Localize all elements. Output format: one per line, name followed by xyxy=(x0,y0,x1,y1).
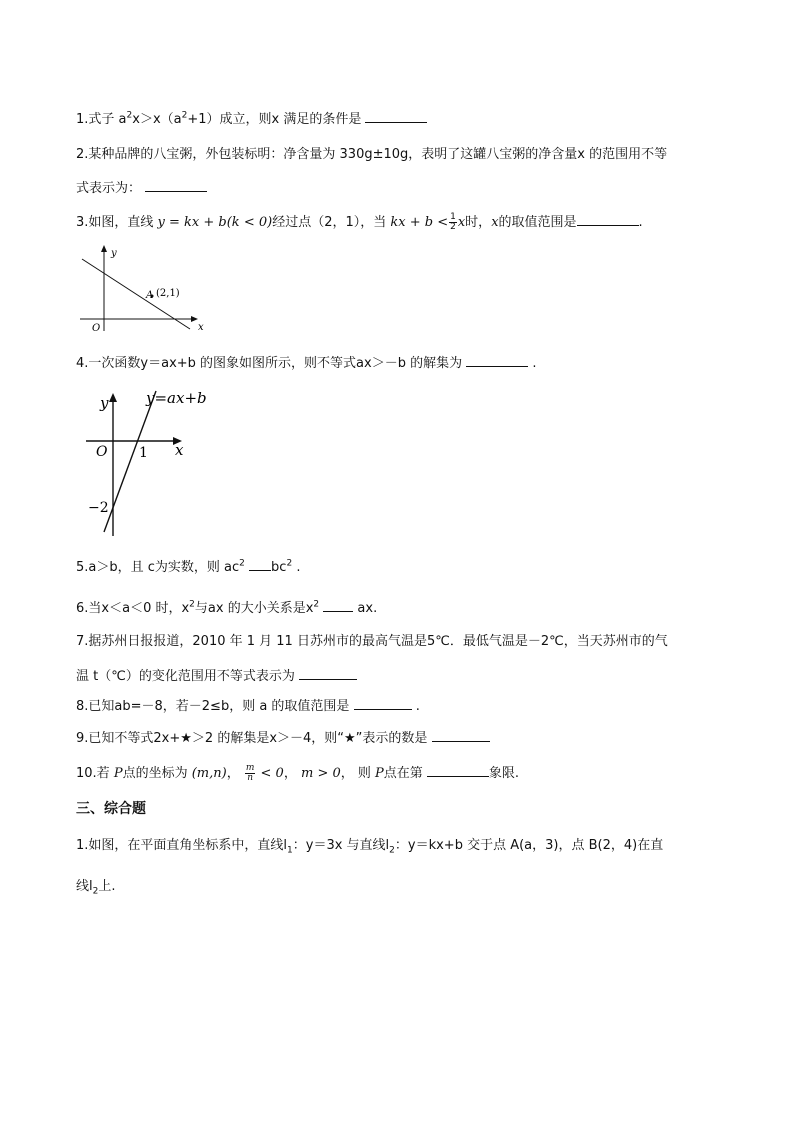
y-axis-arrow xyxy=(109,393,117,402)
figure-2-line-graph xyxy=(86,388,216,538)
q10-inequality-1: < 0 xyxy=(260,766,284,781)
y-intercept-label: −2 xyxy=(88,500,109,516)
equation-label: y=ax+b xyxy=(146,389,207,407)
point-a-label: A xyxy=(146,290,154,301)
question-10 xyxy=(76,762,519,784)
function-line xyxy=(104,391,156,532)
q4-period: . xyxy=(532,356,537,371)
question-2-line-2 xyxy=(76,177,207,199)
answer-blank[interactable] xyxy=(466,352,528,367)
fraction-numerator: m xyxy=(245,763,255,773)
fraction-numerator: 1 xyxy=(450,212,456,222)
x-axis-label: x xyxy=(175,441,184,459)
q1-superscript: 2 xyxy=(181,110,188,121)
answer-blank[interactable] xyxy=(323,597,353,612)
q10-point-p: P xyxy=(375,766,384,781)
question-5 xyxy=(76,556,300,578)
comprehensive-question-1-line-1 xyxy=(76,836,663,856)
c1-text-b: ：y＝3x 与直线l xyxy=(292,838,390,853)
q6-text-c: ax. xyxy=(357,601,378,616)
q4-text: 4.一次函数y＝ax+b 的图象如图所示，则不等式ax＞－b 的解集为 xyxy=(76,356,463,371)
answer-blank[interactable] xyxy=(145,177,207,192)
answer-blank[interactable] xyxy=(577,211,639,226)
q10-text-e: 象限. xyxy=(488,766,520,781)
q3-variable: x xyxy=(491,215,499,230)
figure-1-line-graph xyxy=(76,243,206,333)
q8-text: 8.已知ab=－8，若－2≤b，则 a 的取值范围是 xyxy=(76,699,350,714)
fraction-denominator: 2 xyxy=(450,222,456,232)
answer-blank[interactable] xyxy=(249,556,271,571)
question-9 xyxy=(76,727,490,749)
q3-period: . xyxy=(638,215,643,230)
question-8 xyxy=(76,695,420,717)
answer-blank[interactable] xyxy=(432,727,490,742)
question-7-line-2 xyxy=(76,665,357,687)
q5-superscript: 2 xyxy=(239,558,245,569)
q3-fraction xyxy=(449,213,457,232)
q5-superscript: 2 xyxy=(286,558,293,569)
comprehensive-question-1-line-2 xyxy=(76,877,116,897)
answer-blank[interactable] xyxy=(427,762,489,777)
q10-text-d: 点在第 xyxy=(383,766,423,781)
q3-variable: x xyxy=(457,215,466,230)
q10-text-a: 10.若 xyxy=(76,766,114,781)
c1-subscript: 1 xyxy=(287,845,293,856)
q8-period: . xyxy=(415,699,420,714)
q1-text-a: 1.式子 a xyxy=(76,112,127,127)
q1-text-c: +1）成立，则x 满足的条件是 xyxy=(187,112,362,127)
fraction-denominator: n xyxy=(247,773,254,783)
q7-text-line-1: 7.据苏州日报报道，2010 年 1 月 11 日苏州市的最高气温是5℃．最低气温是－2℃，当天苏州市的气 xyxy=(76,634,668,649)
origin-label: O xyxy=(96,444,108,460)
q6-superscript: 2 xyxy=(189,599,195,610)
q1-superscript: 2 xyxy=(126,110,133,121)
q5-period: . xyxy=(296,560,301,575)
q7-text-line-2: 温 t（℃）的变化范围用不等式表示为 xyxy=(76,669,295,684)
q10-point-p: P xyxy=(113,766,123,781)
section-title: 三、综合题 xyxy=(76,801,146,817)
answer-blank[interactable] xyxy=(365,108,427,123)
x-axis-label: x xyxy=(198,322,204,333)
q10-fraction xyxy=(245,764,256,783)
c1-text-a: 1.如图，在平面直角坐标系中，直线l xyxy=(76,838,288,853)
q10-comma: ， xyxy=(283,766,297,781)
section-heading xyxy=(76,799,146,819)
q3-inequality: kx + b < xyxy=(390,215,449,230)
x-axis-arrow xyxy=(191,316,198,322)
question-1 xyxy=(76,108,427,130)
q5-text-b: bc xyxy=(271,560,287,575)
q5-text-a: 5.a＞b，且 c为实数，则 ac xyxy=(76,560,240,575)
question-2-line-1 xyxy=(76,145,667,165)
q10-inequality-2: m > 0 xyxy=(300,766,341,781)
q3-text-c: 时， xyxy=(465,215,492,230)
question-6 xyxy=(76,597,377,619)
answer-blank[interactable] xyxy=(354,695,412,710)
q2-text-line-2: 式表示为： xyxy=(76,181,142,196)
q3-text-d: 的取值范围是 xyxy=(498,215,577,230)
q9-text: 9.已知不等式2x+★＞2 的解集是x＞－4，则“★”表示的数是 xyxy=(76,731,428,746)
q10-text-b: 点的坐标为 xyxy=(122,766,192,781)
answer-blank[interactable] xyxy=(299,665,357,680)
q3-text-a: 3.如图，直线 xyxy=(76,215,158,230)
c1-subscript: 2 xyxy=(92,886,99,897)
q6-text-b: 与ax 的大小关系是x xyxy=(194,601,314,616)
c1-text-c: ：y＝kx+b 交于点 A(a，3)，点 B(2，4)在直 xyxy=(394,838,664,853)
x-intercept-label: 1 xyxy=(139,445,148,461)
q1-text-b: x＞x（a xyxy=(132,112,182,127)
q3-formula: y = kx + b(k < 0) xyxy=(157,215,273,230)
q3-text-b: 经过点（2，1），当 xyxy=(272,215,391,230)
y-axis-label: y xyxy=(100,394,109,412)
origin-label: O xyxy=(92,323,101,333)
question-3 xyxy=(76,211,643,233)
point-a-coordinates: (2,1) xyxy=(156,288,180,299)
y-axis-arrow xyxy=(101,245,107,252)
c1-text-d: 线l xyxy=(76,879,93,894)
q10-comma: ， xyxy=(226,766,240,781)
q6-text-a: 6.当x＜a＜0 时，x xyxy=(76,601,190,616)
y-axis-label: y xyxy=(111,248,117,259)
question-7-line-1 xyxy=(76,632,668,652)
q10-coordinates: (m,n) xyxy=(191,766,227,781)
q10-text-c: ， 则 xyxy=(340,766,376,781)
q2-text-line-1: 2.某种品牌的八宝粥，外包装标明：净含量为 330g±10g，表明了这罐八宝粥的净含量x 的范围用不等 xyxy=(76,147,668,162)
c1-subscript: 2 xyxy=(389,845,395,856)
c1-text-e: 上. xyxy=(98,879,116,894)
question-4 xyxy=(76,352,537,374)
q6-superscript: 2 xyxy=(313,599,320,610)
